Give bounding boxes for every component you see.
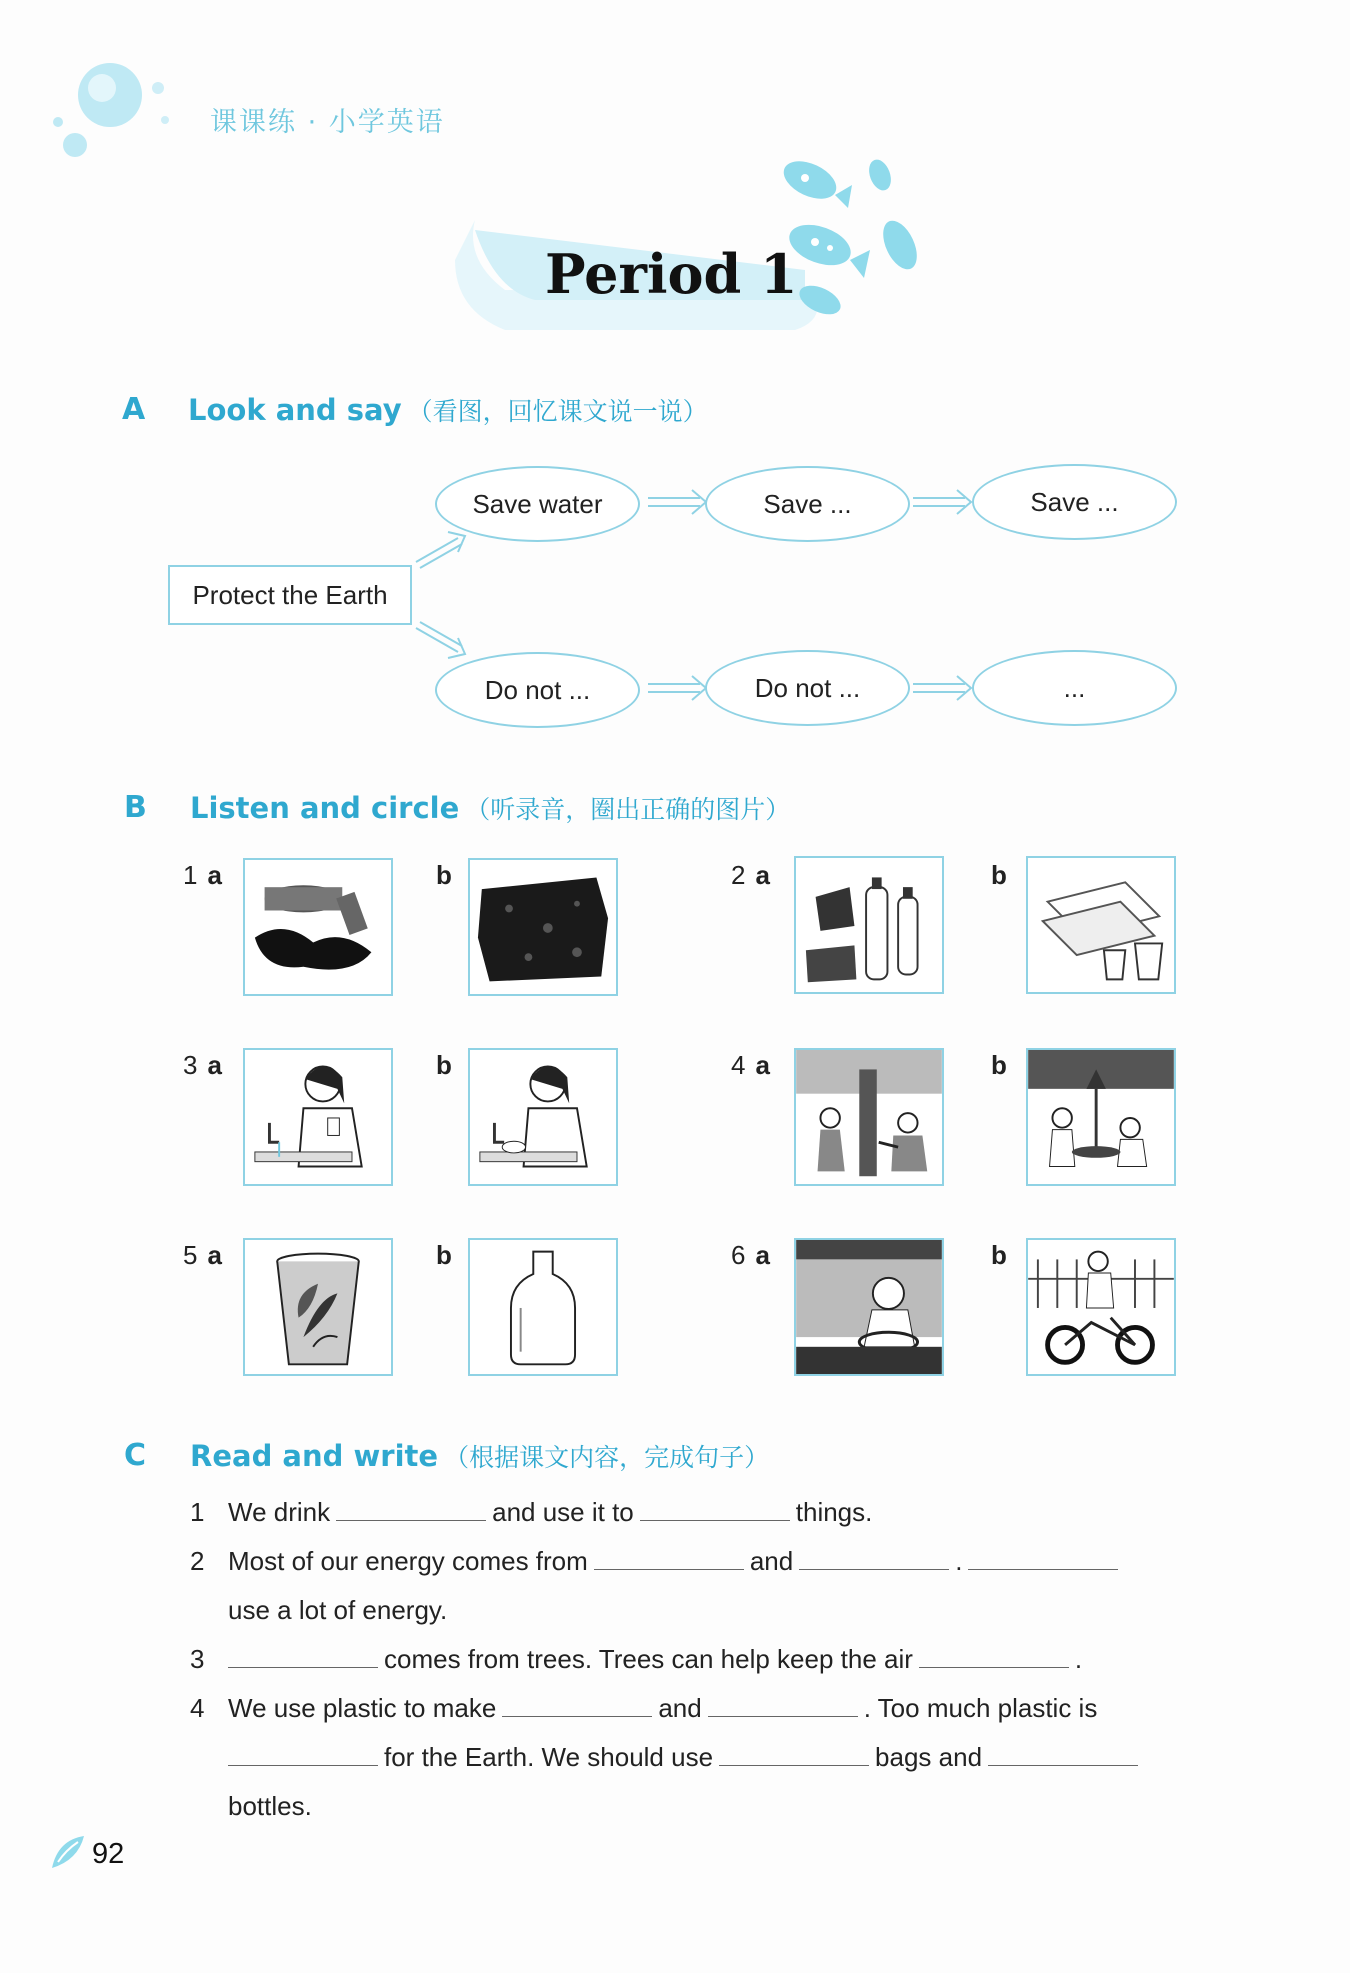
- q1-number: 1: [190, 1497, 205, 1527]
- section-a-subtitle: （看图，回忆课文说一说）: [407, 398, 708, 426]
- section-a-letter: A: [122, 392, 146, 427]
- q3-number: 3: [190, 1644, 205, 1674]
- q2-line-2: use a lot of energy.: [228, 1595, 448, 1625]
- page-number: 92: [92, 1838, 125, 1870]
- section-c-title: Read and write: [190, 1439, 439, 1473]
- item-6-label: 6 a: [731, 1240, 770, 1270]
- paper-cup-picture[interactable]: [243, 1238, 393, 1376]
- section-b-letter: B: [124, 790, 147, 825]
- q1-line: We drink and use it to things.: [228, 1497, 873, 1527]
- section-b-subtitle: （听录音，圈出正确的图片）: [465, 796, 791, 824]
- q2-blank-3[interactable]: [968, 1547, 1118, 1570]
- q3-line: comes from trees. Trees can help keep the air .: [222, 1644, 1082, 1675]
- item-1b-label: b: [436, 860, 452, 890]
- q2-line-1: Most of our energy comes from and .: [228, 1546, 1124, 1577]
- item-1-label: 1 a: [183, 860, 222, 890]
- cutting-tree-picture[interactable]: [794, 1048, 944, 1186]
- q4-line-3: bottles.: [228, 1791, 312, 1821]
- oval-ellipsis: ...: [972, 650, 1177, 726]
- q4-line-1: We use plastic to make and . Too much plastic is: [228, 1693, 1098, 1723]
- q1-blank-2[interactable]: [640, 1498, 790, 1521]
- q4-blank-1[interactable]: [502, 1694, 652, 1717]
- item-5b-label: b: [436, 1240, 452, 1270]
- spilled-oil-barrel-picture[interactable]: [243, 858, 393, 996]
- item-5-label: 5 a: [183, 1240, 222, 1270]
- boy-riding-bike-picture[interactable]: [1026, 1238, 1176, 1376]
- q1-blank-1[interactable]: [336, 1498, 486, 1521]
- item-2-label: 2 a: [731, 860, 770, 890]
- paper-cups-picture[interactable]: [1026, 856, 1176, 994]
- q3-blank-1[interactable]: [228, 1645, 378, 1668]
- item-4-label: 4 a: [731, 1050, 770, 1080]
- item-2b-label: b: [991, 860, 1007, 890]
- coal-lump-picture[interactable]: [468, 858, 618, 996]
- section-c-letter: C: [124, 1438, 147, 1473]
- planting-tree-picture[interactable]: [1026, 1048, 1176, 1186]
- flow-arrows: [0, 0, 1350, 760]
- section-c-subtitle: （根据课文内容，完成句子）: [444, 1444, 770, 1472]
- section-b-heading: [190, 790, 790, 826]
- oval-do-not-2: Do not ...: [705, 650, 910, 726]
- item-3b-label: b: [436, 1050, 452, 1080]
- q4-blank-4[interactable]: [719, 1743, 869, 1766]
- q2-blank-1[interactable]: [594, 1547, 744, 1570]
- q4-blank-3[interactable]: [228, 1743, 378, 1766]
- leaf-icon: [48, 1832, 88, 1872]
- series-title: 课课练 · 小学英语: [210, 107, 445, 138]
- section-a-title: Look and say: [188, 393, 402, 427]
- period-title: Period 1: [545, 242, 798, 306]
- girl-washing-hands-picture[interactable]: [468, 1048, 618, 1186]
- man-driving-car-picture[interactable]: [794, 1238, 944, 1376]
- q4-blank-5[interactable]: [988, 1743, 1138, 1766]
- q2-number: 2: [190, 1546, 205, 1576]
- item-6b-label: b: [991, 1240, 1007, 1270]
- q4-line-2: for the Earth. We should use bags and: [222, 1742, 1144, 1773]
- girl-drinking-tap-running-picture[interactable]: [243, 1048, 393, 1186]
- oval-save-water: Save water: [435, 466, 640, 542]
- q4-number: 4: [190, 1693, 205, 1723]
- q3-blank-2[interactable]: [919, 1645, 1069, 1668]
- protect-earth-box: Protect the Earth: [168, 565, 412, 625]
- section-b-title: Listen and circle: [190, 791, 460, 825]
- q2-blank-2[interactable]: [799, 1547, 949, 1570]
- item-3-label: 3 a: [183, 1050, 222, 1080]
- oval-save-3: Save ...: [972, 464, 1177, 540]
- oval-save-2: Save ...: [705, 466, 910, 542]
- oval-do-not-1: Do not ...: [435, 652, 640, 728]
- section-c-heading: [190, 1438, 769, 1474]
- item-4b-label: b: [991, 1050, 1007, 1080]
- q4-blank-2[interactable]: [708, 1694, 858, 1717]
- glass-bottle-picture[interactable]: [468, 1238, 618, 1376]
- plastic-bags-bottles-picture[interactable]: [794, 856, 944, 994]
